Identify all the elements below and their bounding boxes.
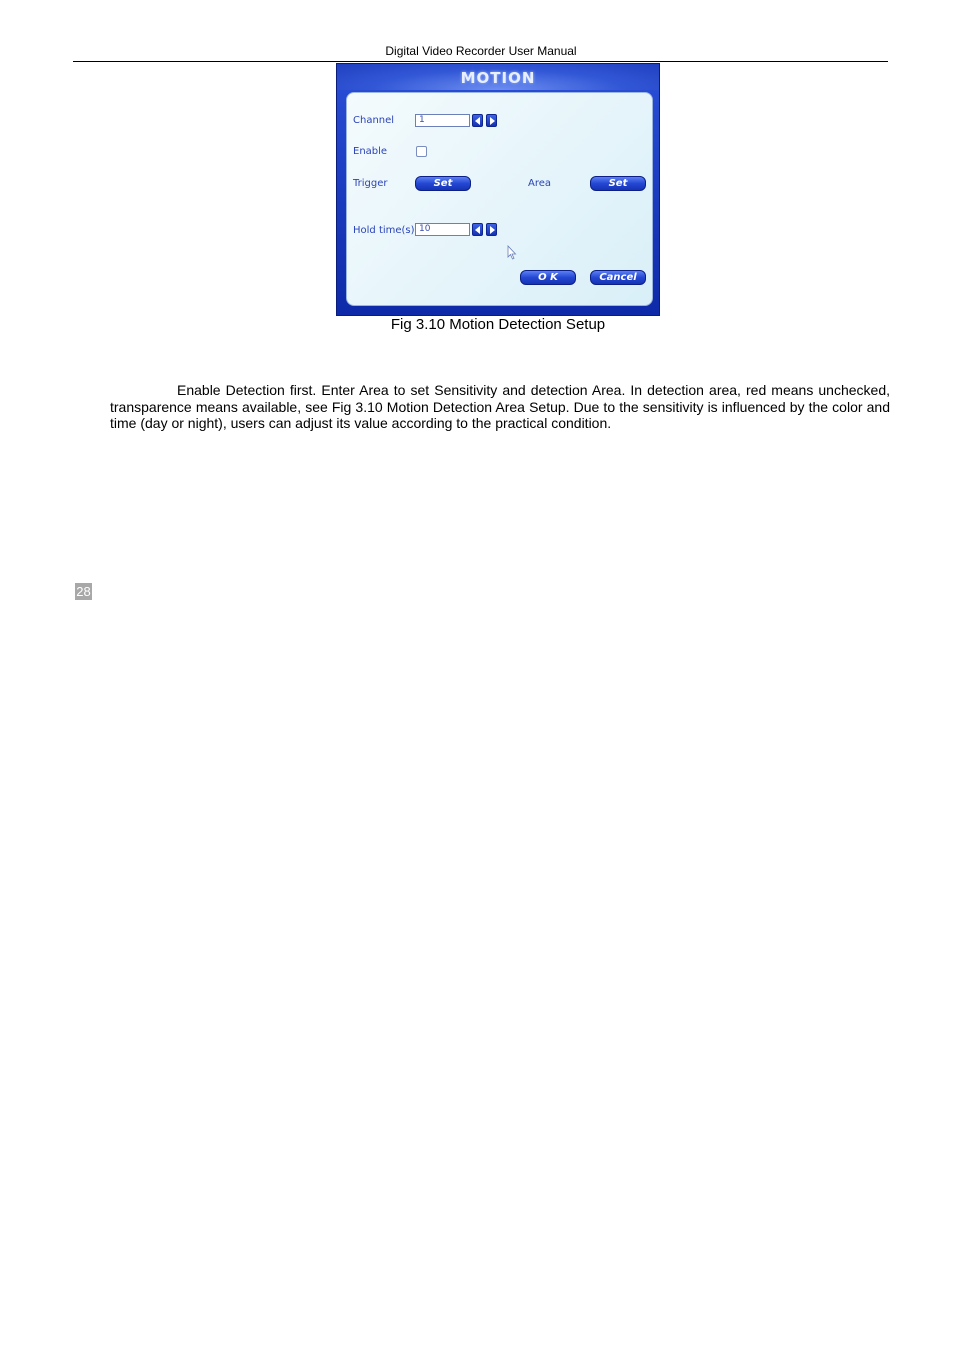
arrow-right-icon — [490, 117, 495, 125]
figure-caption: Fig 3.10 Motion Detection Setup — [390, 316, 606, 333]
page-number: 28 — [76, 584, 91, 599]
dialog-titlebar — [337, 64, 659, 90]
area-label: Area — [528, 178, 552, 189]
trigger-set-button[interactable]: Set — [415, 176, 471, 191]
enable-checkbox[interactable] — [416, 146, 427, 157]
channel-prev-button[interactable] — [472, 114, 483, 127]
hold-time-input[interactable]: 10 — [415, 223, 470, 236]
arrow-left-icon — [475, 117, 480, 125]
hold-time-next-button[interactable] — [486, 223, 497, 236]
header-title: Digital Video Recorder User Manual — [385, 44, 577, 58]
trigger-label: Trigger — [353, 178, 388, 189]
mouse-cursor-icon — [507, 245, 517, 261]
channel-label: Channel — [353, 115, 395, 126]
dialog-title: MOTION — [460, 69, 536, 87]
arrow-right-icon — [490, 226, 495, 234]
ok-button[interactable]: O K — [520, 270, 576, 285]
body-paragraph: Enable Detection first. Enter Area to set Sensitivity and detection Area. In detection area, red means unchecked, transparence means available, see Fig 3.10 Motion Detection Area Setup. Due to the sensitivity is influenced by the color and time (day or night), users can adjust its value according to the practical condition. — [110, 382, 890, 432]
motion-dialog-screenshot — [336, 63, 660, 316]
channel-input[interactable]: 1 — [415, 114, 470, 127]
enable-label: Enable — [353, 146, 388, 157]
arrow-left-icon — [475, 226, 480, 234]
dialog-panel — [346, 92, 653, 306]
header-rule — [73, 61, 888, 62]
hold-time-prev-button[interactable] — [472, 223, 483, 236]
channel-next-button[interactable] — [486, 114, 497, 127]
cancel-button[interactable]: Cancel — [590, 270, 646, 285]
area-set-button[interactable]: Set — [590, 176, 646, 191]
hold-time-label: Hold time(s) — [353, 225, 415, 236]
